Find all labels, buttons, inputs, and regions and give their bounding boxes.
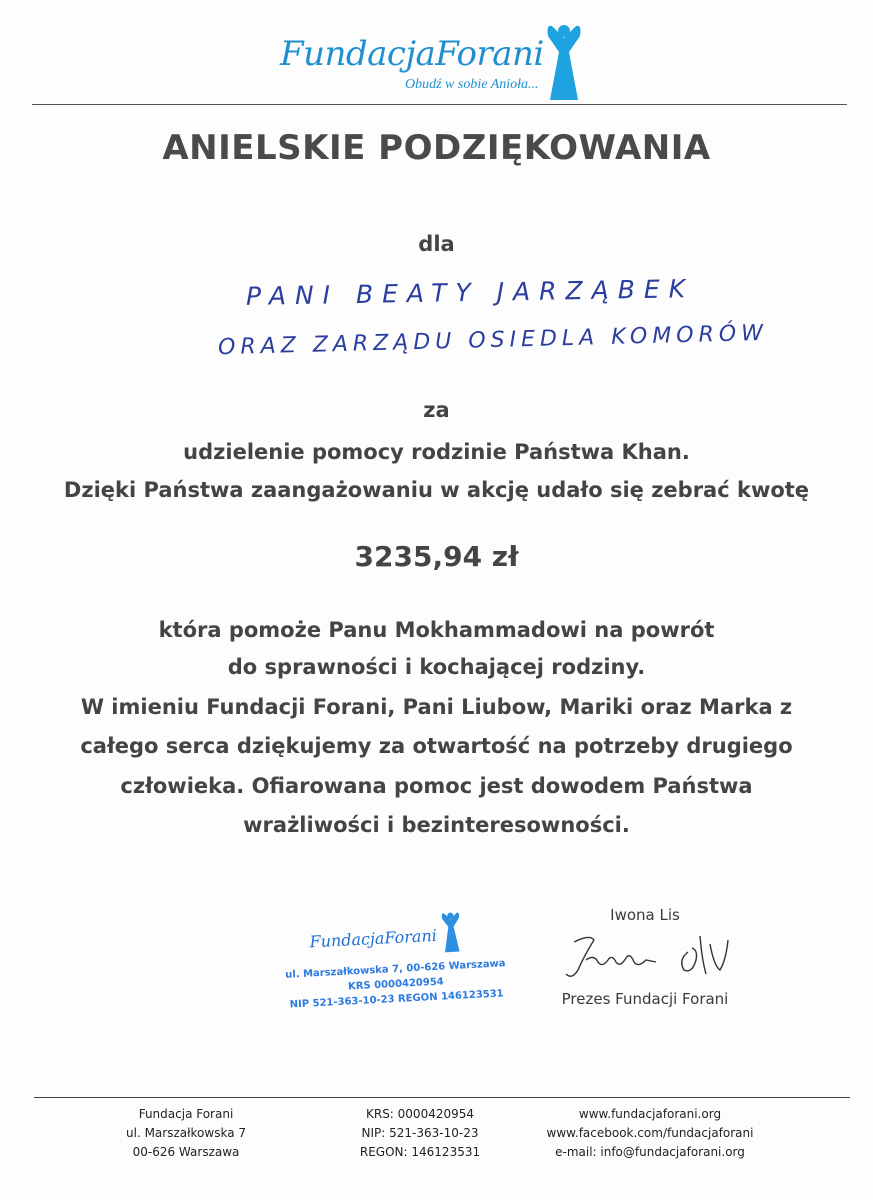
body-line-1: udzielenie pomocy rodzinie Państwa Khan. <box>183 440 690 464</box>
footer-line: Fundacja Forani <box>138 1107 234 1121</box>
header-divider <box>32 104 847 105</box>
donation-amount: 3235,94 zł <box>354 540 519 573</box>
foundation-stamp <box>282 906 507 1027</box>
handwritten-signature <box>560 930 740 985</box>
body-line-8: wrażliwości i bezinteresowności. <box>243 813 630 837</box>
footer-address <box>96 1105 276 1162</box>
stamp-krs: KRS 0000420954 <box>347 976 444 993</box>
handwritten-recipient-line1: PANI BEATY JARZĄBEK <box>245 274 695 311</box>
footer-registration <box>330 1105 510 1162</box>
body-line-6: całego serca dziękujemy za otwartość na potrzeby drugiego <box>80 734 793 758</box>
za-text: za <box>423 398 450 422</box>
footer-divider <box>34 1097 850 1098</box>
page-title: ANIELSKIE PODZIĘKOWANIA <box>162 128 711 168</box>
footer-line: KRS: 0000420954 <box>365 1107 475 1121</box>
foundation-logo <box>270 22 600 102</box>
body-line-7: człowieka. Ofiarowana pomoc jest dowodem Państwa <box>120 774 753 798</box>
signatory-role: Prezes Fundacji Forani <box>561 990 729 1008</box>
handwritten-recipient-line2: ORAZ ZARZĄDU OSIEDLA KOMORÓW <box>217 320 769 361</box>
stamp-nip-regon: NIP 521-363-10-23 REGON 146123531 <box>289 988 504 1011</box>
stamp-name: FundacjaForani <box>309 925 438 952</box>
dla-text: dla <box>418 232 455 256</box>
footer-line: REGON: 146123531 <box>359 1145 481 1159</box>
body-line-5: W imieniu Fundacji Forani, Pani Liubow, Mariki oraz Marka z <box>80 695 793 719</box>
footer-website-link[interactable]: www.fundacjaforani.org <box>578 1107 722 1121</box>
footer-line: NIP: 521-363-10-23 <box>361 1126 479 1140</box>
footer-facebook-link[interactable]: www.facebook.com/fundacjaforani <box>546 1126 754 1140</box>
body-line-4: do sprawności i kochającej rodziny. <box>227 655 646 679</box>
footer-contact <box>530 1105 770 1162</box>
signatory-name: Iwona Lis <box>610 906 680 924</box>
angel-icon <box>542 22 586 102</box>
footer-email-link[interactable]: e-mail: info@fundacjaforani.org <box>555 1145 745 1159</box>
body-line-2: Dzięki Państwa zaangażowaniu w akcję udało się zebrać kwotę <box>63 478 810 502</box>
footer-line: 00-626 Warszawa <box>132 1145 240 1159</box>
logo-motto: Obudź w sobie Anioła... <box>405 77 539 92</box>
footer-line: ul. Marszałkowska 7 <box>126 1126 246 1140</box>
body-line-3: która pomoże Panu Mokhammadowi na powrót <box>158 618 715 642</box>
stamp-angel-icon <box>438 910 464 953</box>
logo-name: FundacjaForani <box>280 34 544 74</box>
stamp-address: ul. Marszałkowska 7, 00-626 Warszawa <box>284 958 506 981</box>
